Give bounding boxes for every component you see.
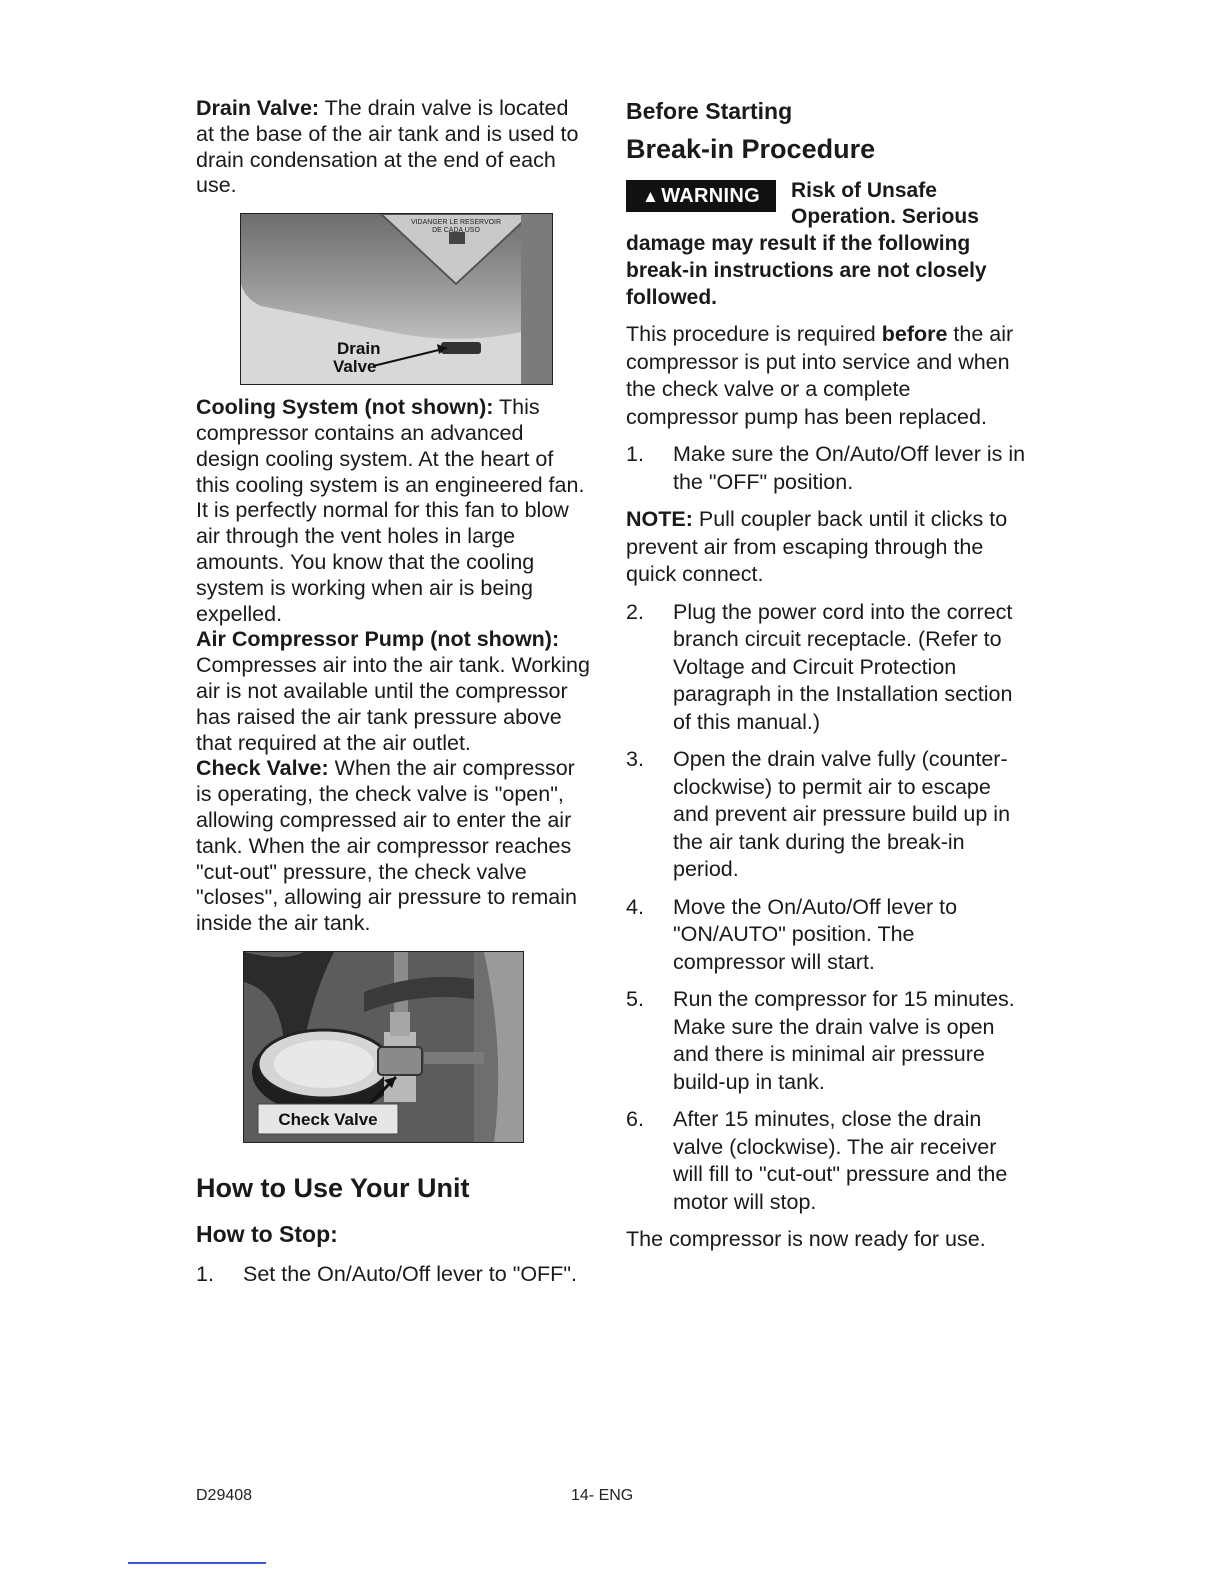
break-in-heading: Break-in Procedure	[626, 134, 876, 164]
break-in-step	[626, 894, 1026, 977]
stop-steps-list	[196, 1261, 591, 1289]
blue-rule	[128, 1562, 266, 1564]
right-column	[626, 96, 1026, 1254]
drain-valve-photo	[241, 214, 552, 384]
intro-paragraph	[626, 321, 1026, 431]
left-column	[196, 96, 591, 1288]
warning-badge-text: WARNING	[661, 185, 760, 207]
step-text: Plug the power cord into the correct branch circuit receptacle. (Refer to Voltage and Circuit Protection paragraph in the Installation section of this manual.)	[673, 599, 1013, 734]
decal-text-2: DE CADA USO	[432, 227, 480, 235]
intro-pre: This procedure is required	[626, 322, 882, 346]
drain-label-line1: Drain	[337, 339, 381, 359]
break-in-step	[626, 1106, 1026, 1216]
drain-valve-label: Drain Valve:	[196, 96, 320, 120]
pump-text: Compresses air into the air tank. Working air is not available until the compressor has raised the air tank pressure above that required at the air outlet.	[196, 653, 590, 755]
how-to-use-heading: How to Use Your Unit	[196, 1172, 470, 1203]
break-in-step	[626, 746, 1026, 884]
footer-page-number: 14- ENG	[571, 1487, 634, 1504]
before-starting-heading: Before Starting	[626, 98, 793, 124]
note-label: NOTE:	[626, 507, 693, 531]
stop-step-number: 1.	[196, 1261, 214, 1286]
stop-step	[196, 1261, 591, 1289]
drain-valve-figure	[240, 213, 553, 385]
warning-triangle-icon: ▲	[642, 187, 660, 206]
check-valve-figure-label: Check Valve	[278, 1109, 378, 1129]
stop-step-text: Set the On/Auto/Off lever to "OFF".	[243, 1261, 577, 1286]
intro-bold: before	[881, 322, 948, 346]
warning-text-1: Risk of Unsafe Operation. Serious	[791, 179, 979, 228]
break-in-step	[626, 599, 1026, 737]
pump-label: Air Compressor Pump (not shown):	[196, 627, 560, 652]
footer-doc-id: D29408	[196, 1487, 253, 1504]
drain-label-line2: Valve	[333, 357, 377, 377]
break-in-step	[626, 441, 1026, 496]
step-number: 5.	[626, 987, 644, 1011]
check-valve-paragraph	[196, 756, 591, 937]
check-valve-figure	[243, 951, 524, 1143]
warning-block	[626, 178, 1026, 230]
cooling-label: Cooling System (not shown):	[196, 395, 494, 420]
check-valve-photo	[244, 952, 523, 1142]
how-to-stop-heading: How to Stop:	[196, 1220, 338, 1247]
check-valve-label: Check Valve:	[196, 756, 329, 781]
decal-text-1: VIDANGER LE RESERVOIR	[410, 219, 502, 227]
warning-badge	[626, 180, 776, 212]
check-valve-text: When the air compressor is operating, the check valve is "open", allowing compressed air to enter the air tank. When the air compressor reaches "cut-out" pressure, the check valve "closes", allowing air pressure to remain inside the air tank.	[196, 756, 577, 936]
warning-text-2: damage may result if the following break-in instructions are not closely followed.	[626, 232, 987, 309]
break-in-step	[626, 986, 1026, 1096]
step-text: Make sure the On/Auto/Off lever is in the "OFF" position.	[673, 442, 1026, 494]
step-text: Run the compressor for 15 minutes. Make sure the drain valve is open and there is minimal air pressure build-up in tank.	[673, 987, 1015, 1094]
cooling-paragraph	[196, 395, 591, 627]
step-text: After 15 minutes, close the drain valve (clockwise). The air receiver will fill to "cut-out" pressure and the motor will stop.	[673, 1107, 1008, 1214]
break-in-steps-a	[626, 441, 1026, 496]
step-text: Move the On/Auto/Off lever to "ON/AUTO" position. The compressor will start.	[673, 894, 958, 974]
step-number: 6.	[626, 1107, 644, 1131]
cooling-text: This compressor contains an advanced design cooling system. At the heart of this cooling system is an engineered fan. It is perfectly normal for this fan to blow air through the vent holes in large amounts. You know that the cooling system is working when air is being expelled.	[196, 395, 585, 626]
drain-valve-paragraph	[196, 96, 591, 199]
note-text: Pull coupler back until it clicks to prevent air from escaping through the quick connect.	[626, 507, 1008, 586]
step-number: 2.	[626, 599, 644, 624]
step-text: Open the drain valve fully (counter-clockwise) to permit air to escape and prevent air pressure build up in the air tank during the break-in period.	[673, 747, 1011, 881]
note-paragraph	[626, 506, 1026, 589]
intro-post: the air compressor is put into service and when the check valve or a complete compressor pump has been replaced.	[626, 322, 1014, 429]
ready-paragraph: The compressor is now ready for use.	[626, 1227, 986, 1251]
break-in-steps-b	[626, 599, 1026, 1217]
step-number: 1.	[626, 442, 644, 466]
step-number: 4.	[626, 894, 644, 919]
drain-valve-text: The drain valve is located at the base of the air tank and is used to drain condensation at the end of each use.	[196, 96, 579, 198]
pump-paragraph	[196, 627, 591, 756]
step-number: 3.	[626, 747, 644, 771]
